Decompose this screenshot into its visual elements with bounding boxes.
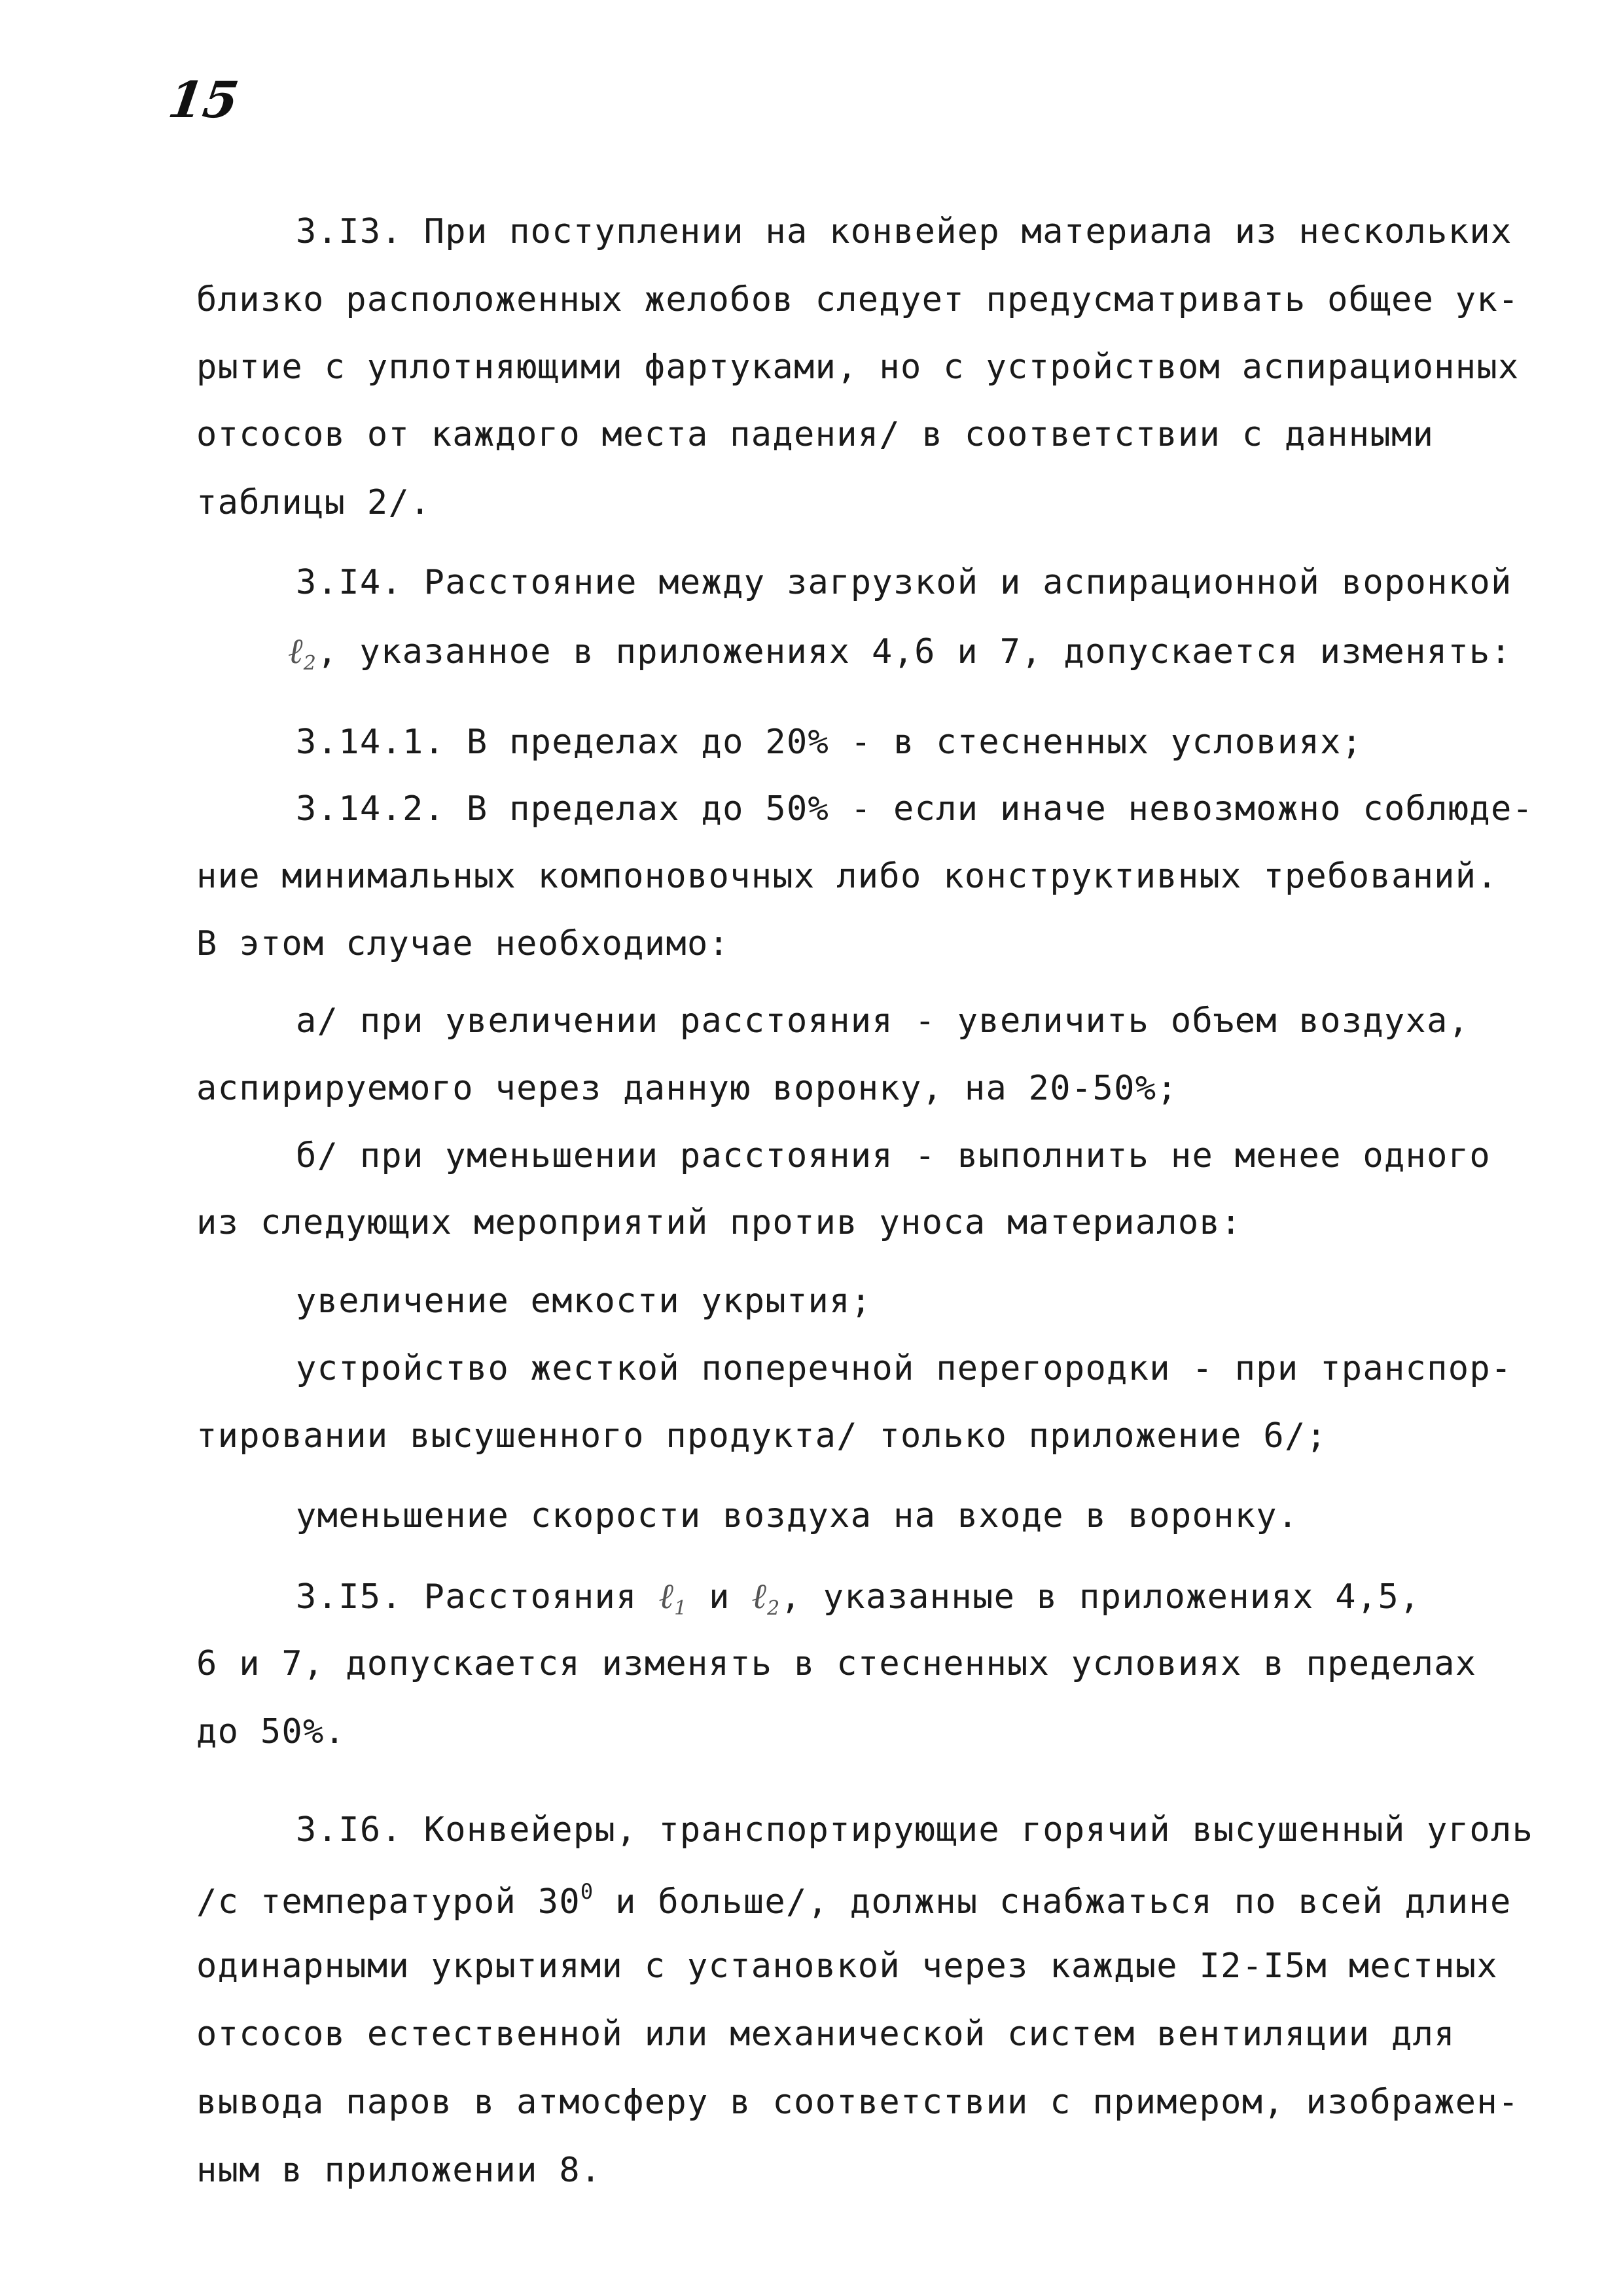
paragraph-3-14-line-2 [288,630,1512,675]
paragraph-3-15-line-2: 6 и 7, допускается изменять в стесненных условиях в пределах [196,1644,1477,1683]
paragraph-3-16-line-1: 3.I6. Конвейеры, транспортирующие горячий высушенный уголь [296,1810,1534,1850]
paragraph-3-16-line-2 [196,1879,1512,1922]
distance-symbol-l1-subscript: 1 [674,1597,688,1620]
paragraph-3-14-1: 3.14.1. В пределах до 20% - в стесненных условиях; [296,723,1363,762]
measure-2-line-1: устройство жесткой поперечной перегородки - при транспор- [296,1349,1512,1388]
paragraph-3-14-line-1: 3.I4. Расстояние между загрузкой и аспирационной воронкой [296,563,1512,602]
paragraph-3-13-line-5: таблицы 2/. [196,483,431,522]
distance-symbol-l2-subscript: 2 [303,652,317,675]
measure-2-line-2: тировании высушенного продукта/ только приложение 6/; [196,1416,1328,1456]
paragraph-3-16-line-5: вывода паров в атмосферу в соответствии с примером, изображен- [196,2083,1520,2122]
paragraph-3-14-2-line-2: ние минимальных компоновочных либо конструктивных требований. [196,857,1499,896]
distance-symbol-l2-b-subscript: 2 [767,1597,781,1620]
paragraph-3-16-line-2-start: /с температурой 30 [196,1882,580,1922]
distance-symbol-l1: ℓ [658,1575,675,1617]
paragraph-3-13-line-1: 3.I3. При поступлении на конвейер материала из нескольких [296,212,1512,251]
distance-symbol-l2: ℓ [288,630,304,672]
page-number: 15 [164,71,243,129]
item-b-line-1: б/ при уменьшении расстояния - выполнить не менее одного [296,1136,1491,1175]
paragraph-3-16-line-6: ным в приложении 8. [196,2151,602,2190]
measure-3: уменьшение скорости воздуха на входе в воронку. [296,1496,1299,1535]
paragraph-3-14-2-line-3: В этом случае необходимо: [196,924,730,963]
paragraph-3-15-end: , указанные в приложениях 4,5, [780,1577,1421,1617]
item-b-line-2: из следующих мероприятий против уноса материалов: [196,1203,1242,1242]
paragraph-3-13-line-4: отсосов от каждого места падения/ в соответствии с данными [196,415,1435,454]
paragraph-3-16-line-3: одинарными укрытиями с установкой через каждые I2-I5м местных [196,1946,1499,1986]
paragraph-3-13-line-2: близко расположенных желобов следует предусматривать общее ук- [196,280,1520,319]
paragraph-3-15-mid: и [687,1577,752,1617]
paragraph-3-13-line-3: рытие с уплотняющими фартуками, но с устройством аспирационных [196,348,1520,387]
paragraph-3-16-line-2-end: и больше/, должны снабжаться по всей длине [594,1882,1512,1922]
paragraph-3-16-line-4: отсосов естественной или механической систем вентиляции для [196,2015,1455,2054]
distance-symbol-l2-b: ℓ [751,1575,768,1617]
paragraph-3-15-line-3: до 50%. [196,1712,346,1751]
paragraph-3-15-start: 3.I5. Расстояния [296,1577,659,1617]
item-a-line-2: аспирируемого через данную воронку, на 20-50%; [196,1069,1178,1108]
paragraph-3-14-line-2-text: , указанное в приложениях 4,6 и 7, допускается изменять: [317,632,1512,672]
measure-1: увеличение емкости укрытия; [296,1282,872,1321]
paragraph-3-14-2-line-1: 3.14.2. В пределах до 50% - если иначе невозможно соблюде- [296,789,1534,829]
paragraph-3-15-line-1 [296,1575,1421,1620]
item-a-line-1: а/ при увеличении расстояния - увеличить объем воздуха, [296,1001,1470,1041]
degree-superscript: 0 [580,1879,594,1904]
